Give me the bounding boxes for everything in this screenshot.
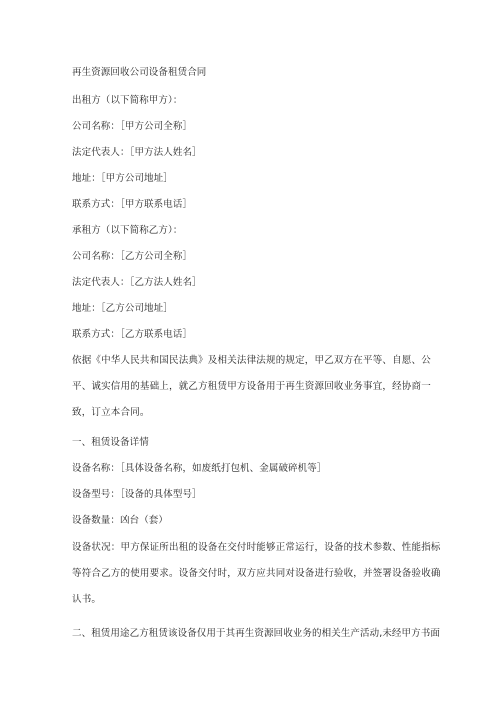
section-1-heading: 一、租赁设备详情 (72, 437, 149, 448)
equipment-status-paragraph (72, 535, 441, 613)
lessor-address: 地址：［甲方公司地址］ (72, 173, 173, 184)
preamble-paragraph (72, 348, 432, 426)
lessor-representative: 法定代表人：［甲方法人姓名］ (72, 147, 202, 158)
lessee-address: 地址：［乙方公司地址］ (72, 303, 173, 314)
equipment-status-line: 等符合乙方的使用要求。设备交付时，双方应共同对设备进行验收，并签署设备验收确 (72, 568, 441, 579)
lessor-company: 公司名称：［甲方公司全称］ (72, 121, 193, 132)
equipment-model: 设备型号：［设备的具体型号］ (72, 489, 202, 500)
equipment-quantity: 设备数量：凶台（套） (72, 515, 169, 526)
lessee-contact: 联系方式：［乙方联系电话］ (72, 329, 193, 340)
preamble-line: 依据《中华人民共和国民法典》及相关法律法规的规定，甲乙双方在平等、自愿、公 (72, 355, 431, 366)
section-2-line: 二、租赁用途乙方租赁该设备仅用于其再生资源回收业务的相关生产活动,未经甲方书面 (72, 628, 440, 639)
lessee-representative: 法定代表人：［乙方法人姓名］ (72, 277, 202, 288)
preamble-line: 致，订立本合同。 (72, 407, 150, 418)
preamble-line: 平、诚实信用的基础上，就乙方租赁甲方设备用于再生资源回收业务事宜，经协商一 (72, 381, 431, 392)
equipment-name: 设备名称：［具体设备名称，如废纸打包机、金属破碎机等］ (72, 463, 327, 474)
lessee-heading: 承租方（以下简称乙方）： (72, 225, 183, 236)
lessor-heading: 出租方（以下简称甲方）： (72, 95, 183, 106)
equipment-status-line: 设备状况：甲方保证所出租的设备在交付时能够正常运行，设备的技术参数、性能指标 (72, 542, 441, 553)
lessor-contact: 联系方式：［甲方联系电话］ (72, 199, 193, 210)
contract-title: 再生资源回收公司设备租赁合同 (72, 67, 207, 78)
lessee-company: 公司名称：［乙方公司全称］ (72, 251, 193, 262)
equipment-status-line: 认书。 (72, 594, 102, 605)
